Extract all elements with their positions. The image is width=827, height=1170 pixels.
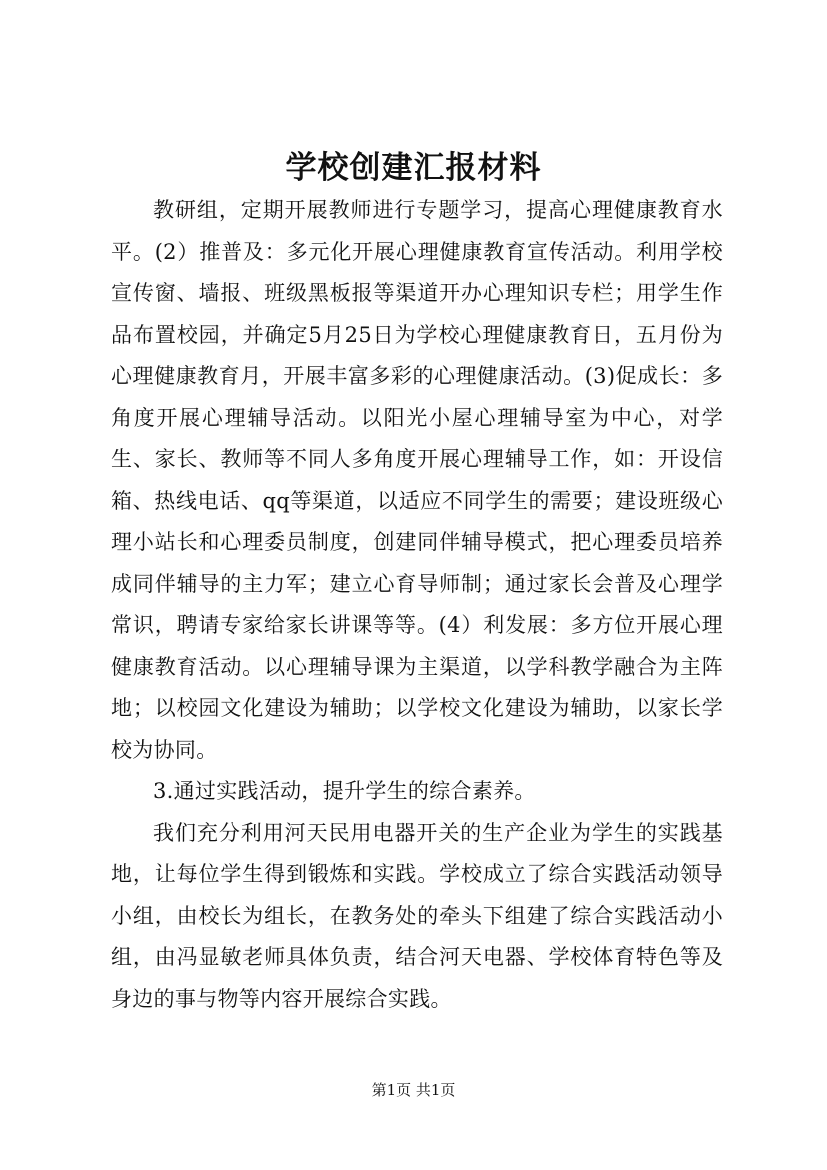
paragraph-practice-heading: 3.通过实践活动，提升学生的综合素养。 [153,779,536,803]
paragraph-mental-health: 教研组，定期开展教师进行专题学习，提高心理健康教育水平。(2）推普及：多元化开展心理健康教育宣传活动。利用学校宣传窗、墙报、班级黑板报等渠道开办心理知识专栏；用学生作品布置校园，并确定5月25日为学校心理健康教育日，五月份为心理健康教育月，开展丰富多彩的心理健康活动。(3)促成长：多角度开展心理辅导活动。以阳光小屋心理辅导室为中心，对学生、家长、教师等不同人多角度开展心理辅导工作，如：开设信箱、热线电话、qq等渠道，以适应不同学生的需要；建设班级心理小站长和心理委员制度，创建同伴辅导模式，把心理委员培养成同伴辅导的主力军；建立心育导师制；通过家长会普及心理学常识，聘请专家给家长讲课等等。(4）利发展：多方位开展心理健康教育活动。以心理辅导课为主渠道，以学科教学融合为主阵地；以校园文化建设为辅助；以学校文化建设为辅助，以家长学校为协同。 [111,198,723,762]
document-body [111,190,723,1020]
paragraph-practice-base: 我们充分利用河天民用电器开关的生产企业为学生的实践基地，让每位学生得到锻炼和实践。学校成立了综合实践活动领导小组，由校长为组长，在教务处的牵头下组建了综合实践活动小组，由冯显敏老师具体负责，结合河天电器、学校体育特色等及身边的事与物等内容开展综合实践。 [111,820,723,1011]
document-title: 学校创建汇报材料 [285,150,542,186]
page-footer: 第1页 共1页 [371,1081,456,1099]
